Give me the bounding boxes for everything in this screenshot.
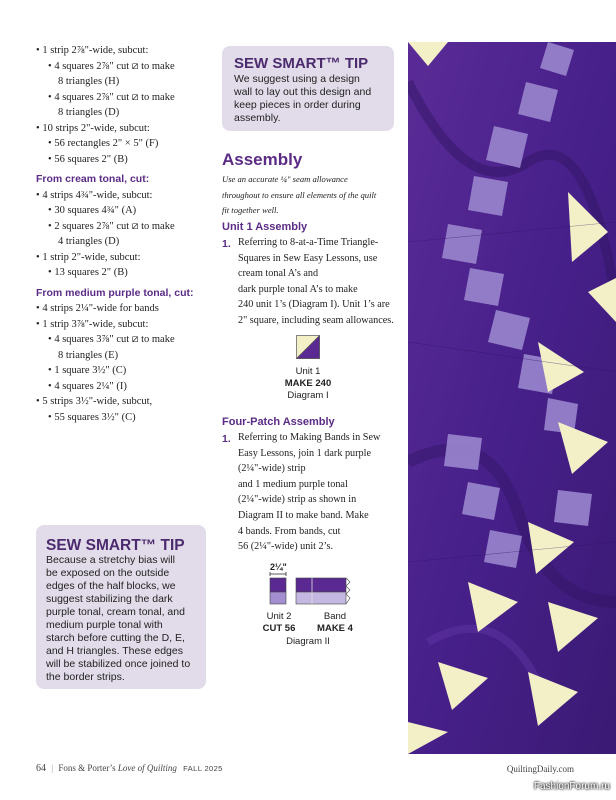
band-dark — [296, 578, 346, 592]
list-item-text: 13 squares 2" (B) — [54, 267, 128, 278]
text-line: be exposed on the outside — [46, 567, 170, 579]
bullet-icon: • — [36, 45, 43, 56]
unit2-count: CUT 56 — [262, 623, 296, 634]
text-line: suggest stabilizing the dark — [46, 593, 173, 605]
text-line: 4 bands. From bands, cut — [238, 525, 341, 537]
list-item — [36, 121, 216, 137]
unit2-medium — [270, 592, 286, 604]
unit2-dark — [270, 578, 286, 592]
list-item — [36, 317, 216, 333]
text-line: will be stabilized once joined to — [46, 658, 191, 670]
list-item — [36, 219, 216, 235]
unit1-triangle-square — [296, 335, 320, 359]
diagram1-count: MAKE 240 — [284, 378, 332, 389]
list-item — [36, 90, 216, 106]
list-item-text: 4 squares 2⅞" cut ⧄ to make — [54, 60, 175, 72]
bullet-icon: • — [48, 205, 55, 216]
text-line: Referring to 8-at-a-Time Triangle- — [238, 237, 379, 248]
text-line: fit together well. — [222, 205, 279, 215]
tip-title: SEW SMART™ TIP — [46, 537, 185, 554]
list-item — [36, 43, 216, 59]
publication-prefix: Fons & Porter’s — [58, 763, 116, 773]
bullet-icon: • — [48, 138, 55, 149]
list-item — [36, 348, 216, 364]
bullet-icon: • — [48, 267, 55, 278]
bullet-icon: • — [48, 365, 55, 376]
left-cutting-list — [36, 43, 216, 425]
diagram1-caption — [268, 366, 348, 402]
publication-title: Love of Quilting — [117, 763, 177, 773]
list-item — [36, 74, 216, 90]
list-item-text: 10 strips 2"-wide, subcut: — [42, 122, 150, 134]
list-item — [36, 394, 216, 410]
list-item — [36, 410, 216, 426]
list-item-text: 56 squares 2" (B) — [54, 153, 128, 165]
text-line: Use an accurate ¼" seam allowance — [222, 174, 348, 184]
text-line: edges of the half blocks, we — [46, 580, 176, 592]
list-item — [36, 105, 216, 121]
text-line: Squares in Sew Easy Lessons, use — [238, 252, 378, 264]
medium-heading: From medium purple tonal, cut: — [36, 286, 194, 299]
list-item-text: 1 strip 2"-wide, subcut: — [42, 251, 141, 263]
list-item-text: 30 squares 4¾" (A) — [54, 205, 137, 216]
list-item — [36, 265, 216, 281]
text-line: and H triangles. These edges — [46, 645, 183, 657]
text-line: medium purple tonal with — [46, 619, 163, 631]
quilt-photo — [408, 42, 616, 754]
text-line: Easy Lessons, join 1 dark purple — [238, 447, 371, 459]
bullet-icon: • — [36, 251, 43, 263]
list-item-text: 4 triangles (D) — [58, 236, 120, 247]
fourpatch-heading: Four-Patch Assembly — [222, 416, 335, 428]
unit2-caption — [258, 611, 300, 635]
bullet-icon: • — [36, 396, 43, 407]
list-item-text: 4 squares 2¼" (I) — [54, 380, 127, 392]
text-line: the border strips. — [46, 671, 125, 683]
website: QuiltingDaily.com — [506, 764, 574, 774]
assembly-heading: Assembly — [222, 150, 303, 169]
list-item-text: 5 strips 3½"-wide, subcut, — [42, 396, 153, 407]
diagram2-name: Diagram II — [286, 636, 330, 647]
text-line: We suggest using a design — [234, 73, 360, 85]
list-item — [36, 332, 216, 348]
sew-smart-tip-top — [222, 46, 394, 131]
unit1-text — [238, 235, 408, 329]
footer-divider: | — [51, 763, 54, 773]
bullet-icon: • — [48, 91, 55, 103]
text-line: (2¼"-wide) strip as shown in — [238, 494, 357, 506]
list-item — [36, 59, 216, 75]
sew-smart-tip-bottom — [36, 525, 206, 689]
bullet-icon: • — [48, 220, 55, 232]
text-line: 2" square, including seam allowances. — [238, 314, 394, 326]
list-item — [36, 203, 216, 219]
bullet-icon: • — [36, 122, 43, 134]
text-line: keep pieces in order during — [234, 99, 361, 111]
text-line: Diagram II to make band. Make — [238, 509, 369, 521]
text-line: 240 unit 1’s (Diagram I). Unit 1’s are — [238, 299, 390, 311]
bullet-icon: • — [36, 318, 43, 330]
diagram2-graphic — [266, 572, 356, 606]
assembly-intro — [222, 172, 376, 219]
list-item-text: 8 triangles (H) — [58, 76, 120, 87]
band-medium — [296, 592, 346, 604]
list-item-text: 55 squares 3½" (C) — [54, 411, 136, 423]
band-label: Band — [323, 611, 347, 622]
text-line: (2¼"-wide) strip — [238, 463, 306, 475]
list-item-text: 4 strips 2¼"-wide for bands — [42, 303, 159, 314]
text-line: dark purple tonal A’s to make — [238, 283, 358, 295]
unit2-label: Unit 2 — [266, 611, 292, 622]
diagram1-label: Unit 1 — [295, 366, 321, 377]
list-item-text: 4 squares 2⅞" cut ⧄ to make — [54, 91, 175, 103]
list-item-text: 4 squares 3⅞" cut ⧄ to make — [54, 334, 175, 345]
cream-heading: From cream tonal, cut: — [36, 173, 150, 185]
list-item-text: 1 strip 2⅞"-wide, subcut: — [42, 45, 149, 56]
list-item-text: 1 square 3½" (C) — [54, 365, 127, 376]
list-item-text: 8 triangles (D) — [58, 107, 120, 118]
text-line: and 1 medium purple tonal — [238, 478, 348, 490]
text-line: purple tonal, cream tonal, and — [46, 606, 185, 618]
list-item-text: 2 squares 2⅞" cut ⧄ to make — [54, 220, 175, 232]
bullet-icon: • — [48, 60, 55, 72]
bullet-icon: • — [48, 380, 55, 392]
list-item — [36, 363, 216, 379]
list-item — [36, 234, 216, 250]
list-item-text: 8 triangles (E) — [58, 349, 119, 361]
list-item — [36, 136, 216, 152]
watermark: FashionForum.ru — [533, 781, 610, 792]
list-item — [36, 301, 216, 317]
list-item — [36, 379, 216, 395]
text-line: cream tonal A’s and — [238, 268, 319, 280]
footer-left — [36, 763, 223, 774]
issue: FALL 2025 — [183, 764, 223, 773]
tip-text — [46, 554, 190, 684]
diagram2-dimension: 2¼" — [270, 562, 287, 572]
text-line: 56 (2¼"-wide) unit 2’s. — [238, 541, 333, 553]
tip-title: SEW SMART™ TIP — [234, 55, 369, 72]
page-number: 64 — [36, 763, 46, 774]
bullet-icon: • — [36, 189, 43, 201]
unit1-heading: Unit 1 Assembly — [222, 221, 308, 233]
bullet-icon: • — [36, 303, 43, 314]
text-line: throughout to ensure all elements of the quilt — [222, 189, 377, 200]
list-item — [36, 152, 216, 168]
tip-text — [234, 73, 371, 125]
bullet-icon: • — [48, 411, 55, 423]
text-line: Because a stretchy bias will — [46, 554, 175, 566]
text-line: assembly. — [234, 112, 281, 124]
fourpatch-step-number: 1. — [222, 433, 231, 445]
bullet-icon: • — [48, 334, 55, 345]
text-line: Referring to Making Bands in Sew — [238, 432, 381, 443]
list-item — [36, 250, 216, 266]
band-caption — [312, 611, 358, 635]
bullet-icon: • — [48, 153, 55, 165]
list-item-text: 56 rectangles 2" × 5" (F) — [54, 138, 159, 149]
list-item-text: 4 strips 4¾"-wide, subcut: — [42, 189, 153, 201]
unit1-step-number: 1. — [222, 238, 231, 250]
band-count: MAKE 4 — [317, 623, 353, 634]
fourpatch-text — [238, 430, 408, 555]
list-item — [36, 188, 216, 204]
list-item-text: 1 strip 3⅞"-wide, subcut: — [42, 318, 149, 330]
text-line: wall to lay out this design and — [234, 86, 372, 98]
text-line: starch before cutting the D, E, — [46, 632, 185, 644]
diagram1-name: Diagram I — [287, 390, 329, 401]
